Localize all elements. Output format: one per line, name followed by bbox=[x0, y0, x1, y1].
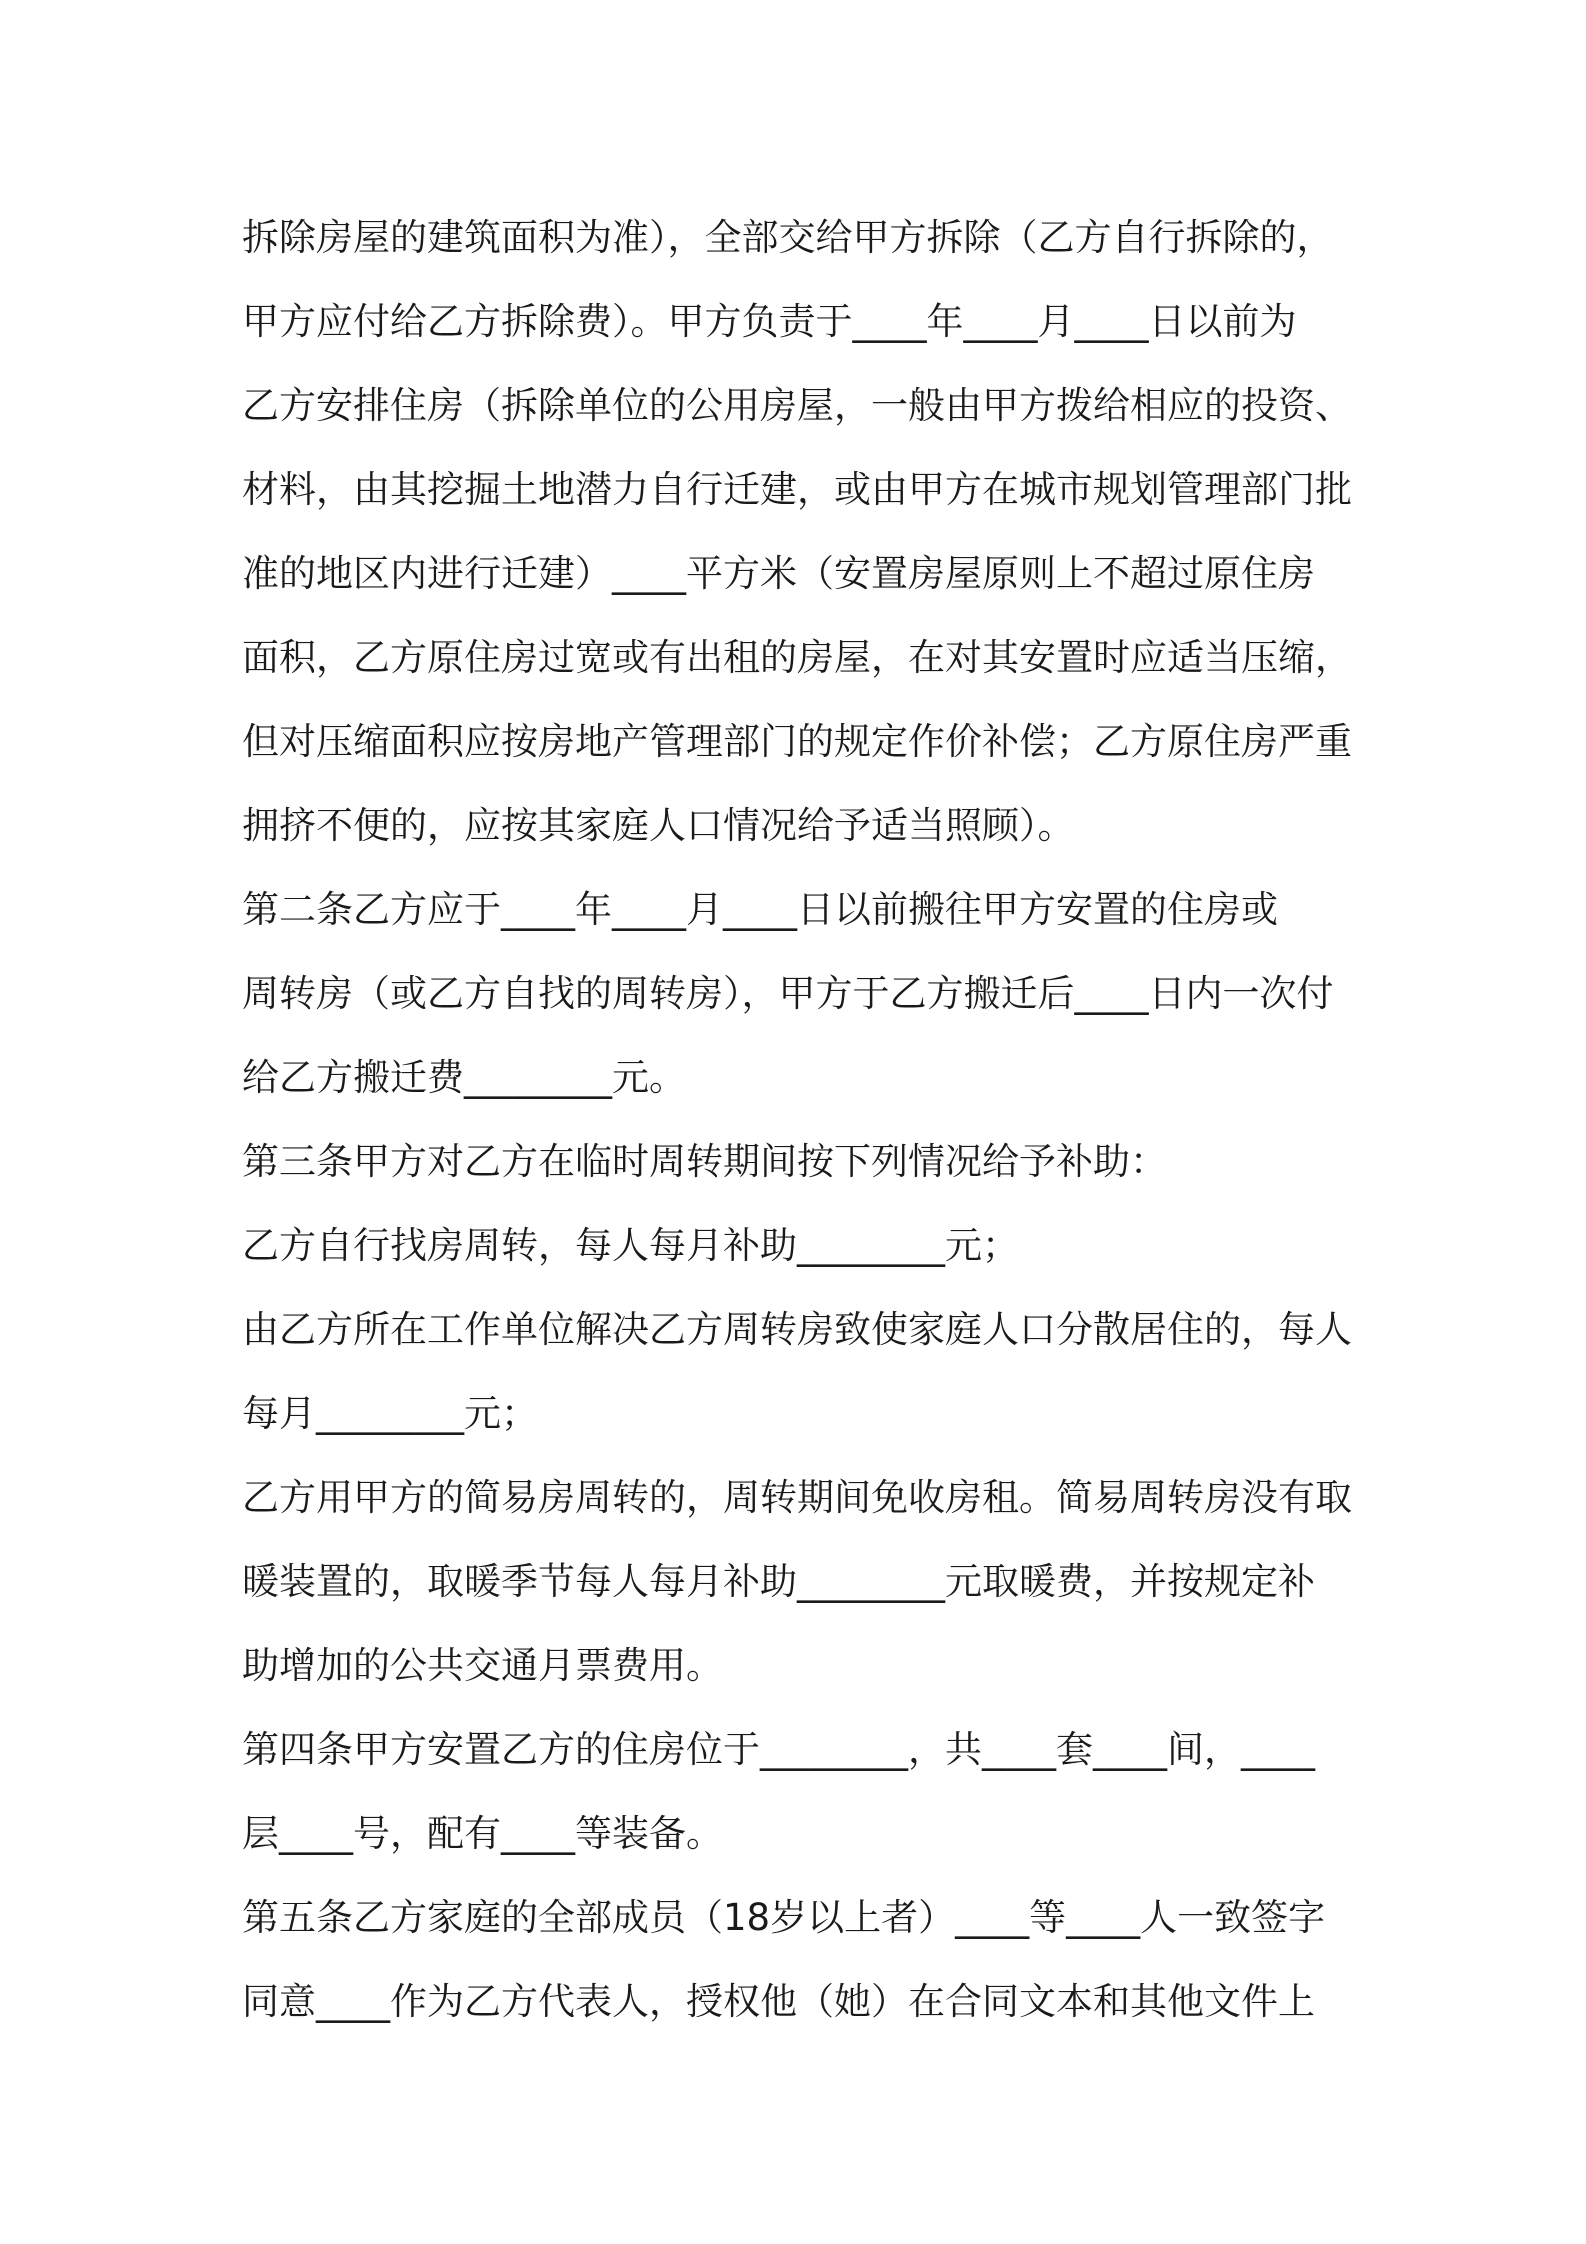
text-line: 每月________元； bbox=[242, 1392, 538, 1435]
text-line: 拥挤不便的，应按其家庭人口情况给予适当照顾）。 bbox=[242, 804, 1075, 847]
text-line: 但对压缩面积应按房地产管理部门的规定作价补偿；乙方原住房严重 bbox=[242, 720, 1352, 763]
text-line: 材料，由其挖掘土地潜力自行迁建，或由甲方在城市规划管理部门批 bbox=[242, 468, 1352, 511]
clause-4-line: 第四条甲方安置乙方的住房位于________，共____套____间，____ bbox=[242, 1728, 1315, 1771]
text-line: 乙方用甲方的简易房周转的，周转期间免收房租。简易周转房没有取 bbox=[242, 1476, 1352, 1519]
text-line: 乙方自行找房周转，每人每月补助________元； bbox=[242, 1224, 1019, 1267]
text-line: 拆除房屋的建筑面积为准），全部交给甲方拆除（乙方自行拆除的， bbox=[242, 216, 1334, 259]
text-line: 乙方安排住房（拆除单位的公用房屋，一般由甲方拨给相应的投资、 bbox=[242, 384, 1352, 427]
text-line: 层____号，配有____等装备。 bbox=[242, 1812, 723, 1855]
text-line: 准的地区内进行迁建）____平方米（安置房屋原则上不超过原住房 bbox=[242, 552, 1315, 595]
text-line: 由乙方所在工作单位解决乙方周转房致使家庭人口分散居住的，每人 bbox=[242, 1308, 1352, 1351]
text-line: 同意____作为乙方代表人，授权他（她）在合同文本和其他文件上 bbox=[242, 1980, 1315, 2023]
text-line: 助增加的公共交通月票费用。 bbox=[242, 1644, 723, 1687]
text-line: 面积，乙方原住房过宽或有出租的房屋，在对其安置时应适当压缩， bbox=[242, 636, 1352, 679]
clause-5-line: 第五条乙方家庭的全部成员（18岁以上者）____等____人一致签字 bbox=[242, 1896, 1326, 1939]
contract-body bbox=[242, 196, 1362, 2044]
clause-3-line: 第三条甲方对乙方在临时周转期间按下列情况给予补助： bbox=[242, 1140, 1167, 1183]
text-line: 周转房（或乙方自找的周转房），甲方于乙方搬迁后____日内一次付 bbox=[242, 972, 1334, 1015]
clause-2-line: 第二条乙方应于____年____月____日以前搬往甲方安置的住房或 bbox=[242, 888, 1278, 931]
text-line: 暖装置的，取暖季节每人每月补助________元取暖费，并按规定补 bbox=[242, 1560, 1315, 1603]
text-line: 甲方应付给乙方拆除费）。甲方负责于____年____月____日以前为 bbox=[242, 300, 1297, 343]
text-line: 给乙方搬迁费________元。 bbox=[242, 1056, 686, 1099]
